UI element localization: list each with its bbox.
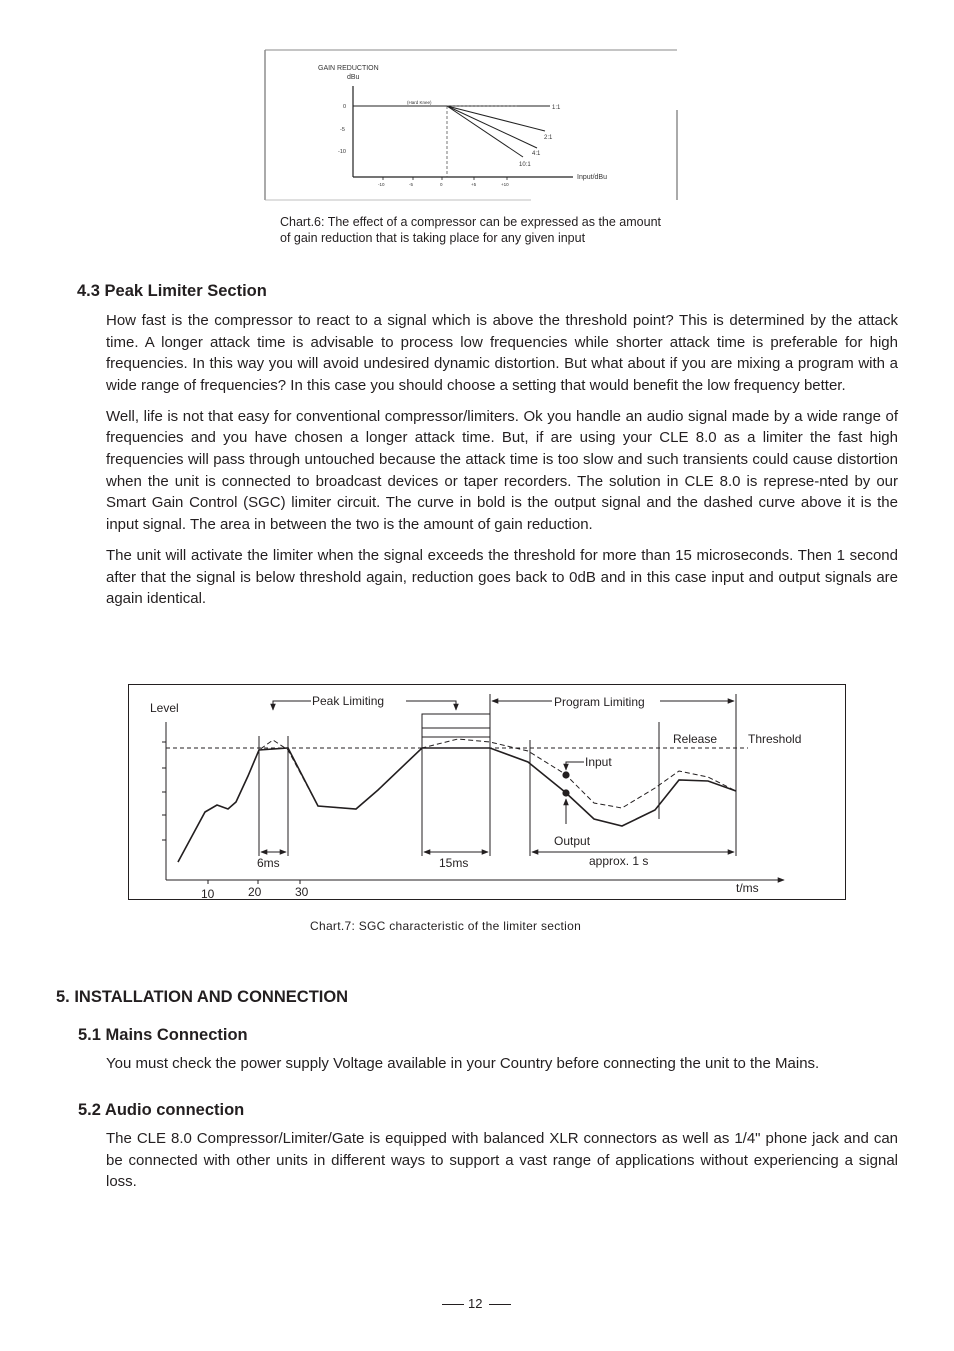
mains-connection-text: You must check the power supply Voltage available in your Country before connecting the unit to the Mains. [106,1055,820,1072]
chart7-sgc-diagram [128,684,847,902]
chart6-ratio-label: 1:1 [552,105,561,111]
chart6-x-tick: 0 [440,182,443,187]
chart7-x-ticks [208,880,300,884]
paragraph: How fast is the compressor to react to a signal which is above the threshold point? This is determined by the attack time. A longer attack time is advisable to process low frequencies while shorter attack time is preferable for high frequencies. In this way you will avoid undesired dynamic distortion. But what about if you are mixing a program with a wide range of frequencies? In this case you should choose a setting that would benefit the low frequency better. [106,312,898,394]
chart7-15ms-label: 15ms [439,856,469,870]
chart6-ratio-label: 4:1 [532,151,541,157]
audio-connection-text: The CLE 8.0 Compressor/Limiter/Gate is equipped with balanced XLR connectors as well as 1/4" phone jack and can be connected with other units in different ways to support a vast range of applications without experiencing a signal loss. [106,1130,898,1191]
chart6-caption [280,214,661,246]
chart6-caption-line: Chart.6: The effect of a compressor can be expressed as the amount [280,215,661,229]
chart7-input-curve [178,739,736,862]
section-heading-4-3: 4.3 Peak Limiter Section [77,282,267,300]
paragraph: The unit will activate the limiter when the signal exceeds the threshold for more than 15 microseconds. Then 1 second after that the signal is below threshold again, reduction goes back to 0dB and in this case input and output signals are again identical. [106,546,898,608]
chart7-15ms-box [422,714,490,728]
chart6-ratio-line [447,106,537,148]
chart7-peak-arrow-right [406,701,456,710]
chart6-y-tick: -5 [340,127,345,133]
chart7-input-label: Input [585,755,612,769]
chart7-1s-label: approx. 1 s [589,854,649,868]
chart6-x-tick: -10 [378,182,385,187]
chart6-x-tick: -5 [409,182,414,187]
chart6-ratio-label: 2:1 [544,135,553,141]
chart7-input-point [562,771,569,778]
chart6-y-tick: -10 [338,149,346,155]
chart6-compression-graph [255,44,687,204]
chart7-y-ticks [162,742,166,840]
section-4-3-body [106,310,898,610]
page-number: 12 [468,1296,483,1311]
chart6-ratio-line [447,106,545,131]
chart6-knee-label: (Hard Knee) [407,100,432,105]
page-number-rule-right [489,1304,511,1305]
chart6-y-label-1: GAIN REDUCTION [318,65,379,72]
chart6-ratio-line [447,106,523,157]
chart7-output-curve [178,748,736,862]
chart7-threshold-label: Threshold [748,732,802,746]
section-heading-5-2: 5.2 Audio connection [78,1101,245,1119]
chart6-x-tick: +5 [471,182,477,187]
chart7-frame [129,685,846,900]
chart7-output-label: Output [554,834,591,848]
chart7-6ms-label: 6ms [257,856,280,870]
page-number-rule-left [442,1304,464,1305]
chart7-x-tick: 10 [201,887,215,901]
chart7-x-tick: 30 [295,885,309,899]
section-heading-5: 5. INSTALLATION AND CONNECTION [56,988,349,1006]
chart7-input-pointer [566,762,584,770]
chart6-y-label-2: dBu [347,74,360,81]
chart7-region-markers [259,694,736,856]
page-number-block [442,1295,512,1313]
paragraph: Well, life is not that easy for conventional compressor/limiters. Ok you handle an audio signal made by a wide range of frequencies and you have chosen a longer attack time. But, if are using your CLE 8.0 as a limiter the fast high frequencies will pass through untouched because the attack time is too slow and such transients could cause distortion when the unit is connected to broadcast devices or taper recorders. The solution in CLE 8.0 is represe-nted by our Smart Gain Control (SGC) limiter circuit. The curve in bold is the output signal and the dashed curve above it is the input signal. The area in between the two is the amount of gain reduction. [106,407,898,533]
chart7-program-limiting-label: Program Limiting [554,695,645,709]
chart7-output-point [562,789,569,796]
chart7-caption: Chart.7: SGC characteristic of the limiter section [310,919,582,933]
section-heading-5-1: 5.1 Mains Connection [78,1026,248,1044]
chart6-y-tick: 0 [343,104,347,110]
chart7-peak-arrow-left [273,701,311,710]
chart7-x-tick: 20 [248,885,262,899]
chart6-x-label: Input/dBu [577,174,607,181]
chart6-x-tick: +10 [501,182,509,187]
chart6-ratio-label: 10:1 [519,162,531,168]
chart7-x-axis-label: t/ms [736,881,759,895]
chart7-peak-limiting-label: Peak Limiting [312,694,385,708]
chart7-release-label: Release [673,732,718,746]
chart6-caption-line: of gain reduction that is taking place for any given input [280,231,586,245]
chart7-y-axis-label: Level [150,701,179,715]
